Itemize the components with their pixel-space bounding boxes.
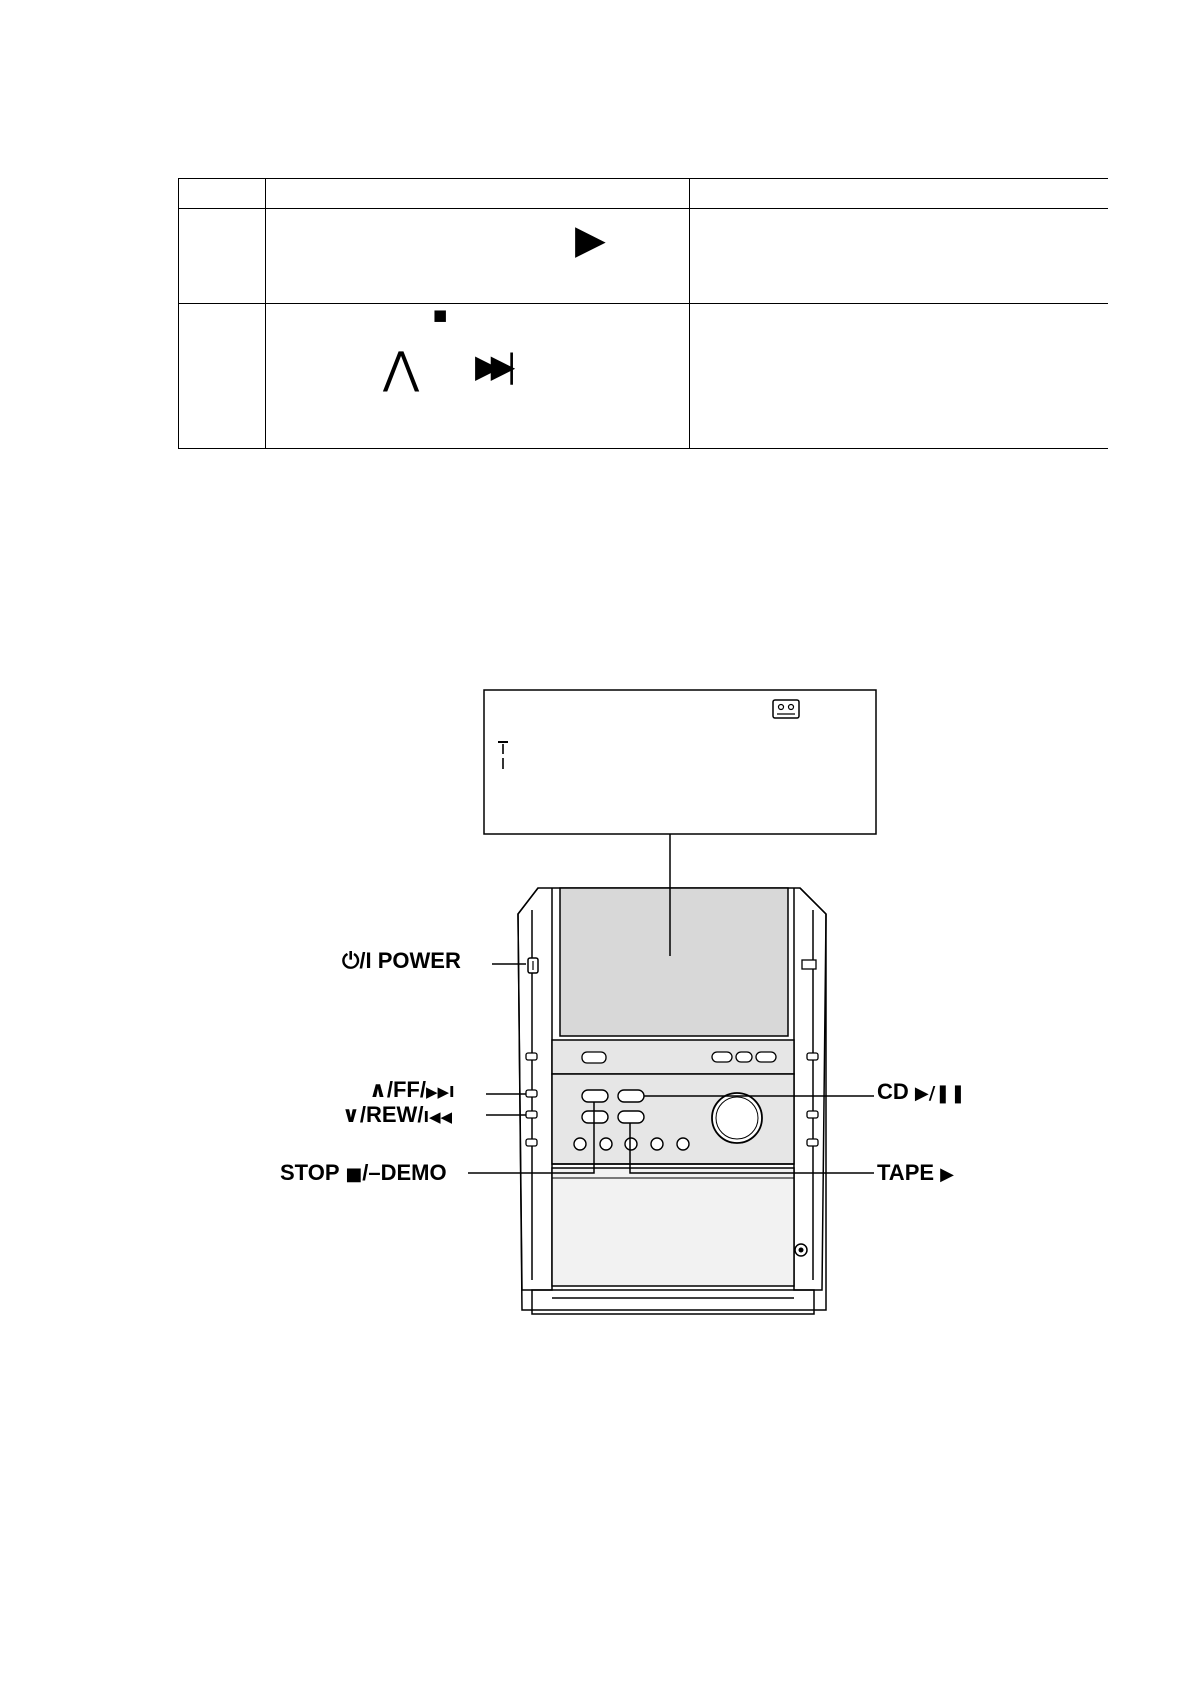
- power-icon: ⏻: [342, 949, 360, 974]
- table-rule-left: [178, 178, 179, 449]
- power-callout: [342, 950, 461, 973]
- stop-callout: [280, 1162, 447, 1184]
- play-icon: ▶: [575, 217, 606, 263]
- demo-label: /–DEMO: [362, 1160, 447, 1185]
- down-chevron-icon: ∨: [342, 1103, 360, 1128]
- stop-icon: ■: [433, 306, 448, 324]
- power-label: /I POWER: [359, 948, 461, 973]
- unit-drawing: [270, 670, 990, 1330]
- rew-label: /REW/: [359, 1102, 424, 1127]
- skip-forward-icon: ▶▶|: [475, 347, 508, 385]
- up-chevron-icon: ∧: [369, 1078, 387, 1103]
- table-rule-top: [178, 178, 1108, 179]
- tape-callout: [877, 1162, 954, 1184]
- unit-diagram: [270, 670, 990, 1330]
- cd-callout: [877, 1081, 965, 1103]
- table-rule-row1: [178, 303, 1108, 304]
- tape-label: TAPE: [877, 1160, 941, 1185]
- stop-icon: ■: [345, 1164, 363, 1185]
- skip-forward-icon: ▶▶I: [425, 1083, 455, 1101]
- steps-table: [178, 178, 1108, 449]
- table-rule-col2: [689, 178, 690, 449]
- stop-label: STOP: [280, 1160, 346, 1185]
- up-chevron-icon: ⋀: [383, 343, 420, 394]
- ff-callout: [369, 1079, 455, 1102]
- table-rule-bottom: [178, 448, 1108, 449]
- rew-callout: [342, 1104, 452, 1127]
- skip-back-icon: I◀◀: [423, 1108, 453, 1126]
- play-icon: ▶: [940, 1164, 954, 1185]
- ff-label: /FF/: [386, 1077, 426, 1102]
- table-rule-col1: [265, 178, 266, 449]
- display-window: [484, 690, 876, 834]
- table-rule-header: [178, 208, 1108, 209]
- play-pause-icon: ▶/❚❚: [914, 1083, 966, 1104]
- cd-lid: [560, 888, 788, 1036]
- cassette-door: [552, 1168, 794, 1286]
- volume-knob: [712, 1093, 762, 1143]
- cd-label: CD: [877, 1079, 915, 1104]
